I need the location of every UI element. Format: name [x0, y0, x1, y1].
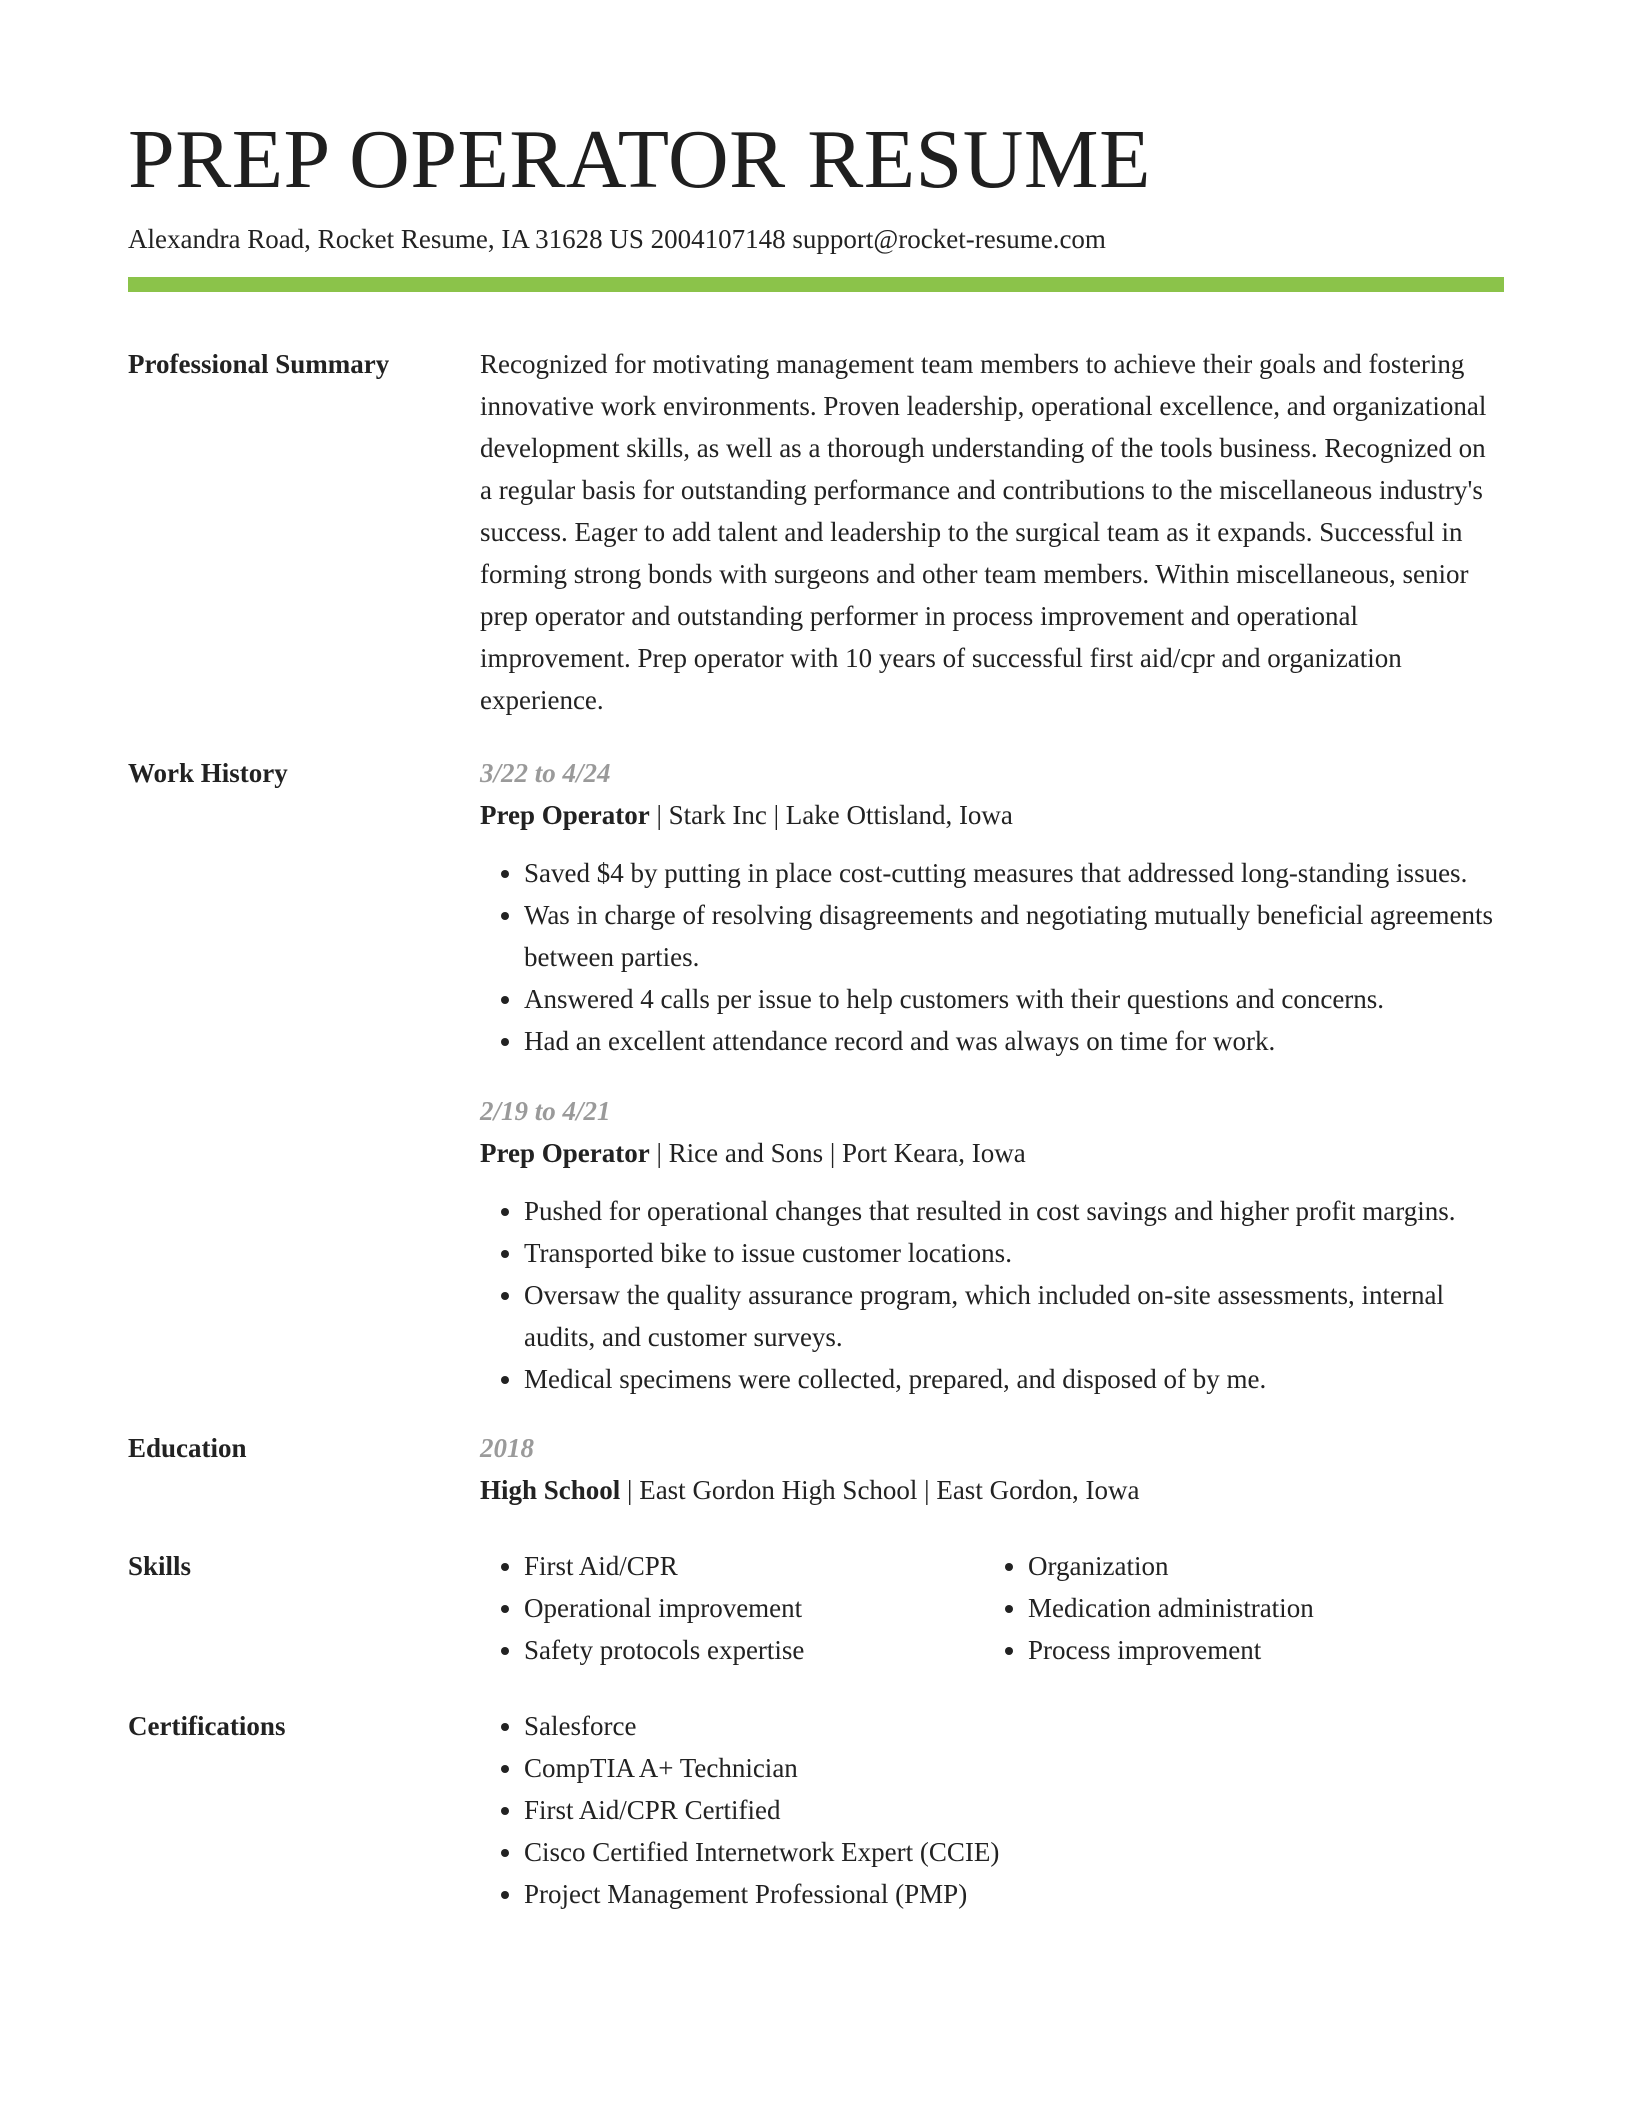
skills-grid [480, 1545, 1504, 1671]
section-content [480, 1705, 1504, 1915]
education-heading [480, 1469, 1504, 1511]
list-item: • Process improvement [1028, 1629, 1488, 1671]
section-content [480, 752, 1504, 1400]
section-label: Professional Summary [128, 349, 390, 380]
section-label: Certifications [128, 1711, 286, 1742]
list-item: • Had an excellent attendance record and was always on time for work. [524, 1020, 1504, 1062]
list-item: • Medication administration [1028, 1587, 1488, 1629]
section-content [480, 1545, 1504, 1671]
list-item: • Project Management Professional (PMP) [524, 1873, 1504, 1915]
list-item: • Medical specimens were collected, prepared, and disposed of by me. [524, 1358, 1504, 1400]
summary-section [128, 343, 1504, 721]
list-item: • CompTIA A+ Technician [524, 1747, 1504, 1789]
resume-title: PREP OPERATOR RESUME [128, 113, 1151, 206]
list-item: • Safety protocols expertise [524, 1629, 984, 1671]
section-label: Education [128, 1433, 247, 1464]
list-item: • Cisco Certified Internetwork Expert (CCIE) [524, 1831, 1504, 1873]
list-item: • Organization [1028, 1545, 1488, 1587]
section-content [480, 1427, 1504, 1511]
contact-line: Alexandra Road, Rocket Resume, IA 31628 US 2004107148 support@rocket-resume.com [128, 224, 1106, 254]
job-heading [480, 1132, 1504, 1174]
list-item: • First Aid/CPR Certified [524, 1789, 1504, 1831]
certifications-list [480, 1705, 1504, 1915]
list-item: • Oversaw the quality assurance program, which included on-site assessments, internal audits, and customer surveys. [524, 1274, 1504, 1358]
work-history-section [128, 752, 1504, 1400]
accent-divider [128, 277, 1504, 292]
education-section [128, 1427, 1504, 1511]
job-title: Prep Operator [480, 800, 650, 831]
certifications-section [128, 1705, 1504, 1915]
education-degree: High School [480, 1475, 621, 1506]
section-label: Skills [128, 1551, 192, 1582]
job-bullets [480, 1190, 1504, 1400]
list-item: • Was in charge of resolving disagreements and negotiating mutually beneficial agreements between parties. [524, 894, 1504, 978]
list-item: • First Aid/CPR [524, 1545, 984, 1587]
job-bullets [480, 852, 1504, 1062]
summary-text: Recognized for motivating management team members to achieve their goals and fostering innovative work environments. Proven leadership, operational excellence, and organizational development skills, as well as a thorough understanding of the tools business. Recognized on a regular basis for outstanding performance and contributions to the miscellaneous industry's success. Eager to add talent and leadership to the surgical team as it expands. Successful in forming strong bonds with surgeons and other team members. Within miscellaneous, senior prep operator and outstanding performer in process improvement and operational improvement. Prep operator with 10 years of successful first aid/cpr and organization experience. [480, 349, 1487, 716]
list-item: • Answered 4 calls per issue to help customers with their questions and concerns. [524, 978, 1504, 1020]
job-heading [480, 794, 1504, 836]
skills-column-left [480, 1545, 984, 1671]
list-item: • Operational improvement [524, 1587, 984, 1629]
section-label: Work History [128, 758, 288, 789]
education-year: 2018 [480, 1433, 534, 1464]
section-content [480, 343, 1504, 721]
job-details: | Rice and Sons | Port Keara, Iowa [649, 1138, 1026, 1169]
list-item: • Salesforce [524, 1705, 1504, 1747]
job-details: | Stark Inc | Lake Ottisland, Iowa [649, 800, 1013, 831]
skills-column-right [984, 1545, 1488, 1671]
list-item: • Transported bike to issue customer locations. [524, 1232, 1504, 1274]
list-item: • Saved $4 by putting in place cost-cutting measures that addressed long-standing issues. [524, 852, 1504, 894]
job-title: Prep Operator [480, 1138, 650, 1169]
job-entry [480, 1090, 1504, 1400]
job-entry [480, 752, 1504, 1062]
list-item: • Pushed for operational changes that resulted in cost savings and higher profit margins. [524, 1190, 1504, 1232]
job-dates: 3/22 to 4/24 [480, 758, 611, 789]
job-dates: 2/19 to 4/21 [480, 1096, 611, 1127]
skills-section [128, 1545, 1504, 1671]
education-details: | East Gordon High School | East Gordon, Iowa [620, 1475, 1140, 1506]
